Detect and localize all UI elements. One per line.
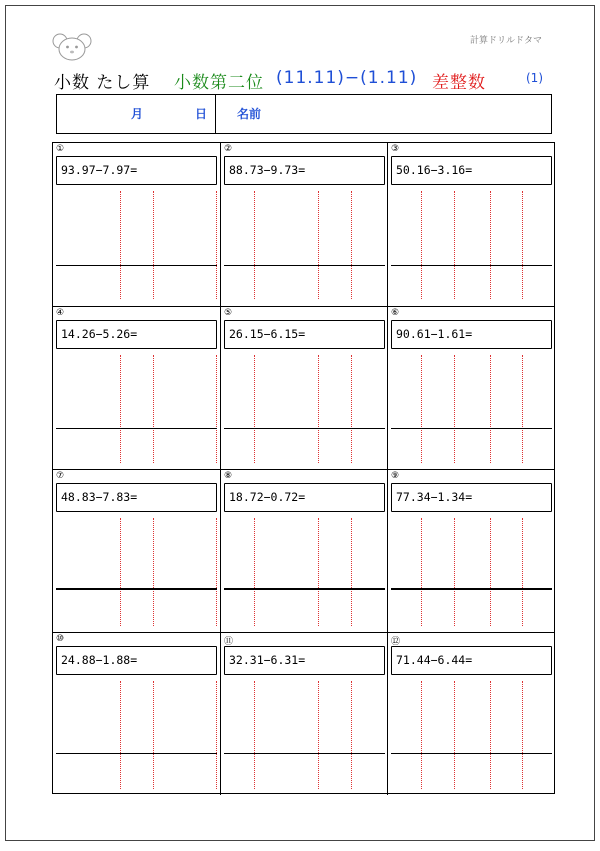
- name-label: 名前: [237, 107, 262, 121]
- answer-line: [224, 265, 385, 266]
- brand-label: 計算ドリルドタマ: [469, 36, 542, 46]
- guide-line: [153, 681, 154, 789]
- guide-line: [351, 355, 352, 463]
- answer-line: [391, 265, 552, 266]
- guide-line: [254, 355, 255, 463]
- guide-line: [153, 518, 154, 626]
- problem-number: ⑧: [224, 471, 233, 481]
- problem-expression: 77.34−1.34=: [391, 483, 552, 512]
- answer-line: [56, 265, 217, 266]
- name-box-divider: [215, 95, 216, 133]
- problem-number: ⑨: [391, 471, 400, 481]
- answer-line: [56, 428, 217, 429]
- month-label: 月: [131, 107, 144, 121]
- guide-line: [153, 355, 154, 463]
- guide-line: [454, 355, 455, 463]
- answer-line: [391, 428, 552, 429]
- guide-line: [216, 681, 217, 789]
- problem-expression: 32.31−6.31=: [224, 646, 385, 675]
- guide-line: [522, 681, 523, 789]
- guide-line: [318, 355, 319, 463]
- guide-line: [254, 518, 255, 626]
- guide-line: [421, 681, 422, 789]
- guide-line: [351, 681, 352, 789]
- problem-cell: [53, 469, 221, 632]
- title-type: 差整数: [432, 73, 486, 93]
- guide-line: [454, 681, 455, 789]
- guide-line: [120, 191, 121, 299]
- problem-expression: 88.73−9.73=: [224, 156, 385, 185]
- problem-number: ④: [56, 308, 65, 318]
- problem-cell: [220, 632, 388, 795]
- problem-cell: [387, 143, 555, 306]
- guide-line: [318, 681, 319, 789]
- guide-line: [120, 355, 121, 463]
- guide-line: [490, 518, 491, 626]
- answer-line: [391, 588, 552, 590]
- guide-line: [522, 518, 523, 626]
- guide-line: [120, 518, 121, 626]
- problem-expression: 50.16−3.16=: [391, 156, 552, 185]
- guide-line: [216, 518, 217, 626]
- page-number: (1): [526, 71, 543, 85]
- problem-expression: 71.44−6.44=: [391, 646, 552, 675]
- problem-number: ③: [391, 144, 400, 154]
- problem-number: ⑩: [56, 634, 65, 644]
- guide-line: [522, 355, 523, 463]
- guide-line: [318, 191, 319, 299]
- guide-line: [254, 191, 255, 299]
- problem-number: ⑪: [224, 637, 234, 647]
- title-row: [54, 68, 554, 92]
- problem-expression: 26.15−6.15=: [224, 320, 385, 349]
- guide-line: [454, 518, 455, 626]
- problem-cell: [387, 632, 555, 795]
- problem-grid: [52, 142, 555, 794]
- guide-line: [153, 191, 154, 299]
- problem-cell: [387, 306, 555, 469]
- guide-line: [421, 518, 422, 626]
- problem-expression: 14.26−5.26=: [56, 320, 217, 349]
- problem-expression: 48.83−7.83=: [56, 483, 217, 512]
- day-label: 日: [195, 107, 208, 121]
- guide-line: [351, 191, 352, 299]
- title-main: 小数 たし算: [54, 73, 151, 93]
- answer-line: [224, 588, 385, 590]
- answer-line: [224, 753, 385, 754]
- guide-line: [490, 191, 491, 299]
- problem-cell: [220, 306, 388, 469]
- guide-line: [120, 681, 121, 789]
- problem-number: ⑤: [224, 308, 233, 318]
- problem-cell: [387, 469, 555, 632]
- mouse-face-icon: [52, 32, 92, 62]
- problem-number: ②: [224, 144, 233, 154]
- guide-line: [490, 355, 491, 463]
- guide-line: [318, 518, 319, 626]
- problem-cell: [53, 143, 221, 306]
- answer-line: [224, 428, 385, 429]
- problem-expression: 18.72−0.72=: [224, 483, 385, 512]
- guide-line: [522, 191, 523, 299]
- answer-line: [56, 753, 217, 754]
- guide-line: [421, 191, 422, 299]
- answer-line: [56, 588, 217, 590]
- problem-cell: [220, 469, 388, 632]
- problem-number: ⑦: [56, 471, 65, 481]
- problem-expression: 24.88−1.88=: [56, 646, 217, 675]
- guide-line: [351, 518, 352, 626]
- guide-line: [490, 681, 491, 789]
- problem-cell: [53, 306, 221, 469]
- problem-number: ①: [56, 144, 65, 154]
- guide-line: [454, 191, 455, 299]
- title-range: (11.11)−(1.11): [276, 68, 418, 88]
- answer-line: [391, 753, 552, 754]
- problem-cell: [220, 143, 388, 306]
- problem-number: ⑥: [391, 308, 400, 318]
- guide-line: [216, 355, 217, 463]
- guide-line: [254, 681, 255, 789]
- name-date-box: [56, 94, 552, 134]
- title-sub: 小数第二位: [174, 73, 264, 93]
- problem-number: ⑫: [391, 637, 401, 647]
- problem-expression: 93.97−7.97=: [56, 156, 217, 185]
- guide-line: [216, 191, 217, 299]
- problem-expression: 90.61−1.61=: [391, 320, 552, 349]
- problem-cell: [53, 632, 221, 795]
- guide-line: [421, 355, 422, 463]
- worksheet-page: [5, 5, 595, 841]
